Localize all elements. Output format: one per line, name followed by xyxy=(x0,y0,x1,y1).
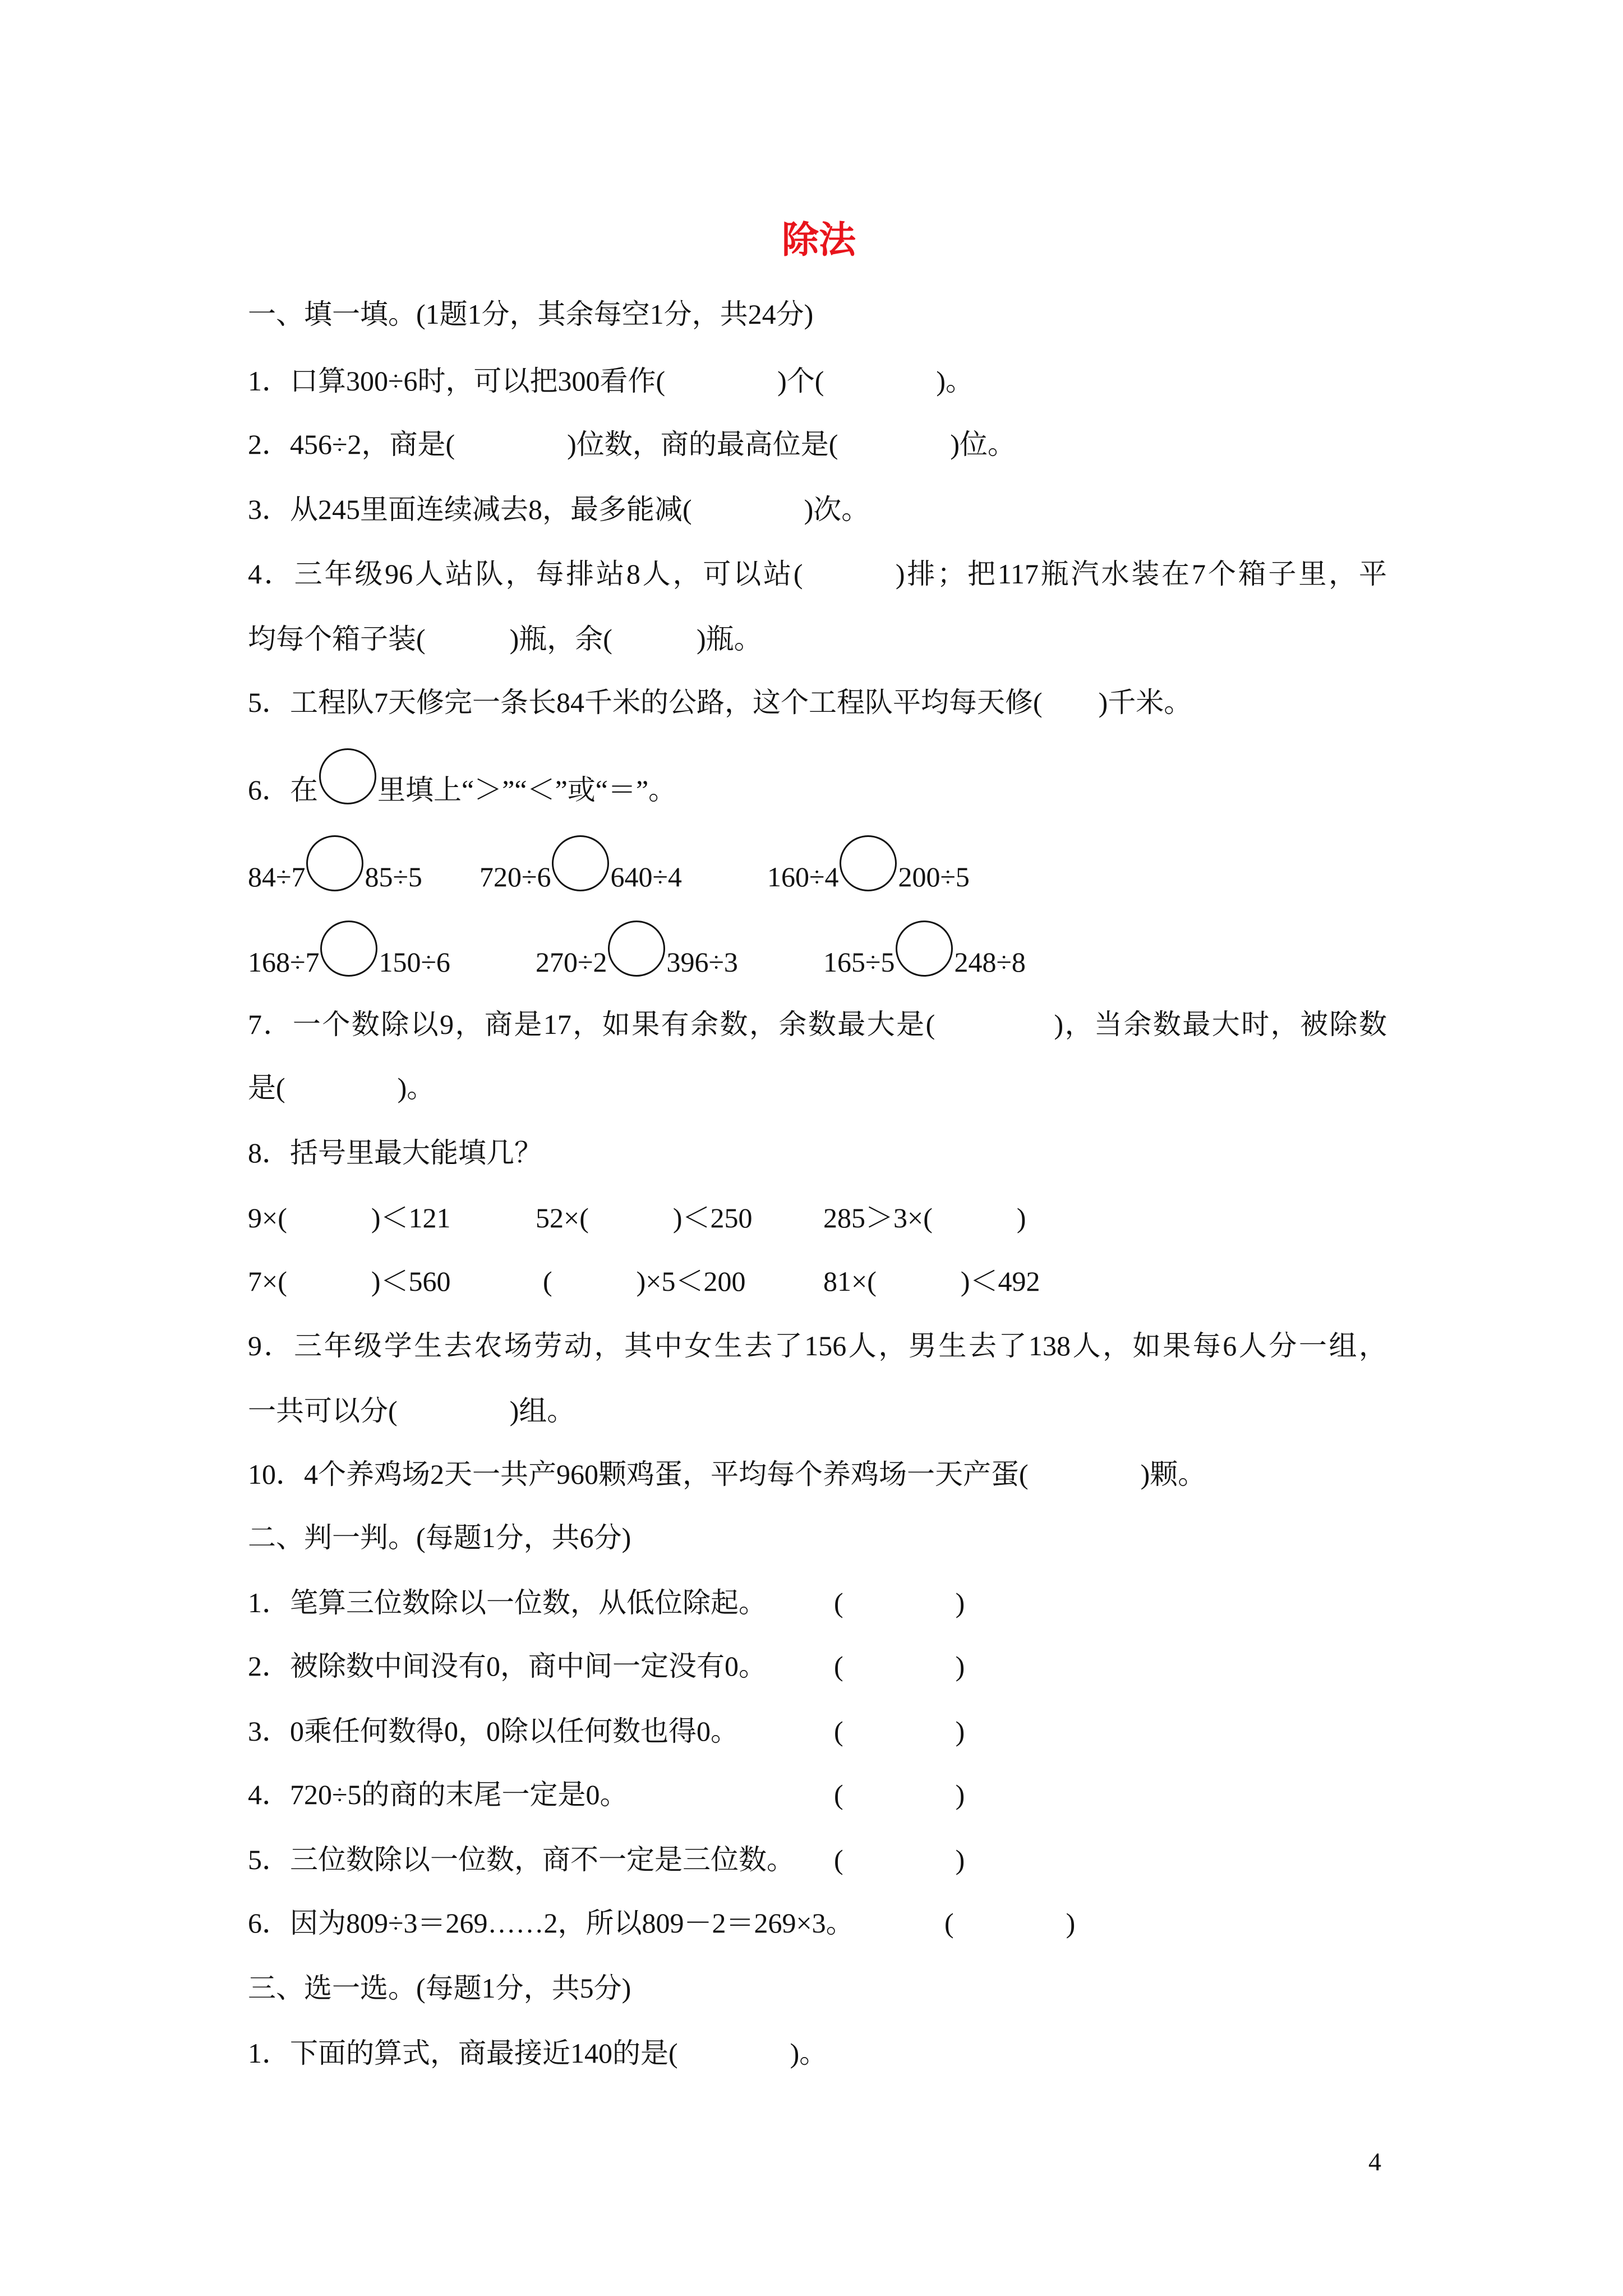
blank-circle-icon xyxy=(320,921,377,977)
judge-item-text: 4．720÷5的商的末尾一定是0。 xyxy=(248,1779,628,1810)
compare-left: 165÷5 xyxy=(823,946,895,978)
blank-circle-icon xyxy=(306,835,363,891)
question-1: 1．口算300÷6时，可以把300看作( )个( )。 xyxy=(248,365,974,397)
question-9-line-2: 一共可以分( )组。 xyxy=(248,1395,575,1427)
question-6-suffix: 里填上“＞”“＜”或“＝”。 xyxy=(377,774,677,806)
page-title: 除法 xyxy=(782,220,856,261)
question-6-prefix: 6．在 xyxy=(248,774,318,806)
question-7-line-1: 7．一个数除以9，商是17，如果有余数，余数最大是( )，当余数最大时，被除数 xyxy=(248,1009,1387,1040)
inequality-item: ( )×5＜200 xyxy=(543,1266,746,1297)
judge-item-blank: ( ) xyxy=(834,1844,965,1875)
compare-left: 84÷7 xyxy=(248,861,306,892)
question-4-line-2: 均每个箱子装( )瓶，余( )瓶。 xyxy=(248,623,762,655)
inequality-item: 285＞3×( ) xyxy=(823,1202,1026,1234)
question-2: 2．456÷2，商是( )位数，商的最高位是( )位。 xyxy=(248,429,1016,460)
compare-left: 270÷2 xyxy=(536,946,607,978)
judge-item-text: 2．被除数中间没有0，商中间一定没有0。 xyxy=(248,1650,767,1682)
judge-item-blank: ( ) xyxy=(834,1650,965,1682)
judge-item-text: 6．因为809÷3＝269……2，所以809－2＝269×3。 xyxy=(248,1907,854,1939)
inequality-item: 52×( )＜250 xyxy=(536,1202,753,1234)
judge-item-blank: ( ) xyxy=(834,1715,965,1747)
blank-circle-icon xyxy=(896,921,953,977)
inequality-item: 81×( )＜492 xyxy=(823,1266,1040,1297)
compare-item xyxy=(823,945,1026,979)
compare-item xyxy=(248,860,422,894)
choice-question-1: 1．下面的算式，商最接近140的是( )。 xyxy=(248,2037,828,2069)
judge-item-text: 1．笔算三位数除以一位数，从低位除起。 xyxy=(248,1587,767,1618)
section3-heading: 三、选一选。(每题1分，共5分) xyxy=(248,1972,631,2004)
judge-item-text: 3．0乘任何数得0，0除以任何数也得0。 xyxy=(248,1715,739,1747)
judge-item-blank: ( ) xyxy=(944,1907,1076,1939)
question-10: 10．4个养鸡场2天一共产960颗鸡蛋，平均每个养鸡场一天产蛋( )颗。 xyxy=(248,1458,1206,1490)
blank-circle-icon xyxy=(319,748,376,804)
question-7-line-2: 是( )。 xyxy=(248,1072,435,1103)
blank-circle-icon xyxy=(552,835,609,891)
compare-right: 640÷4 xyxy=(610,861,682,892)
compare-right: 85÷5 xyxy=(365,861,422,892)
question-9-line-1: 9．三年级学生去农场劳动，其中女生去了156人，男生去了138人，如果每6人分一组， xyxy=(248,1330,1387,1361)
judge-item-blank: ( ) xyxy=(834,1587,965,1618)
compare-left: 160÷4 xyxy=(767,861,839,892)
inequality-item: 9×( )＜121 xyxy=(248,1202,451,1234)
question-8-prompt: 8．括号里最大能填几？ xyxy=(248,1137,542,1168)
section2-heading: 二、判一判。(每题1分，共6分) xyxy=(248,1522,631,1553)
blank-circle-icon xyxy=(840,835,897,891)
compare-item xyxy=(248,945,450,979)
compare-item xyxy=(479,860,682,894)
compare-right: 248÷8 xyxy=(954,946,1026,978)
compare-item xyxy=(536,945,738,979)
compare-left: 168÷7 xyxy=(248,946,320,978)
page-number: 4 xyxy=(1368,2147,1381,2176)
compare-right: 396÷3 xyxy=(666,946,738,978)
question-6 xyxy=(248,773,676,807)
blank-circle-icon xyxy=(608,921,665,977)
question-5: 5．工程队7天修完一条长84千米的公路，这个工程队平均每天修( )千米。 xyxy=(248,687,1192,718)
compare-left: 720÷6 xyxy=(479,861,551,892)
judge-item-blank: ( ) xyxy=(834,1779,965,1810)
compare-right: 150÷6 xyxy=(379,946,450,978)
inequality-item: 7×( )＜560 xyxy=(248,1266,451,1297)
question-4-line-1: 4．三年级96人站队，每排站8人，可以站( )排；把117瓶汽水装在7个箱子里，平 xyxy=(248,558,1387,590)
compare-item xyxy=(767,860,970,894)
compare-right: 200÷5 xyxy=(898,861,970,892)
judge-item-text: 5．三位数除以一位数，商不一定是三位数。 xyxy=(248,1844,795,1875)
section1-heading: 一、填一填。(1题1分，其余每空1分，共24分) xyxy=(248,298,814,330)
question-3: 3．从245里面连续减去8，最多能减( )次。 xyxy=(248,494,870,525)
